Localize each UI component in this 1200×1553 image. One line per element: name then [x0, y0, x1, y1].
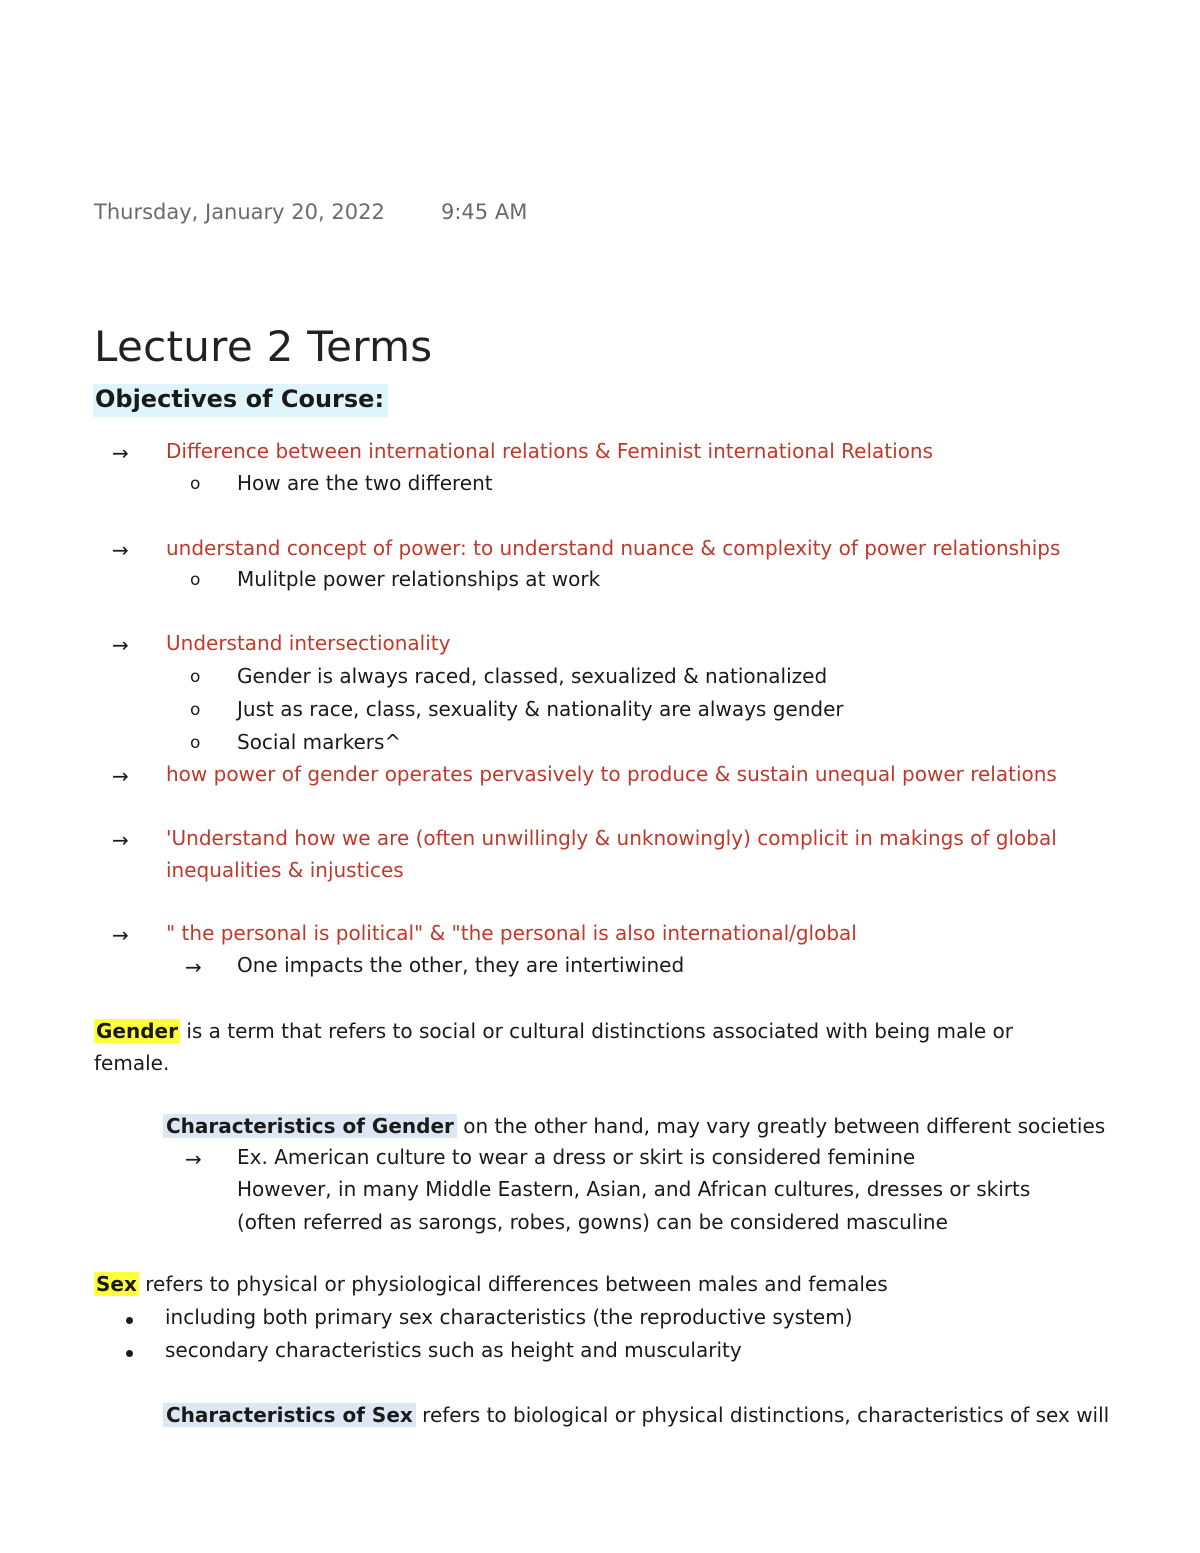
sex-definition [94, 1272, 888, 1296]
objective-subitem: How are the two different [237, 471, 493, 495]
arrow-bullet-icon: → [185, 1147, 202, 1171]
circle-bullet-icon: o [190, 667, 201, 687]
sex-bullet-item: secondary characteristics such as height and muscularity [165, 1338, 742, 1362]
bullet-dot-icon [126, 1350, 133, 1357]
note-date: Thursday, January 20, 2022 [94, 200, 385, 224]
gender-definition [94, 1019, 1013, 1043]
objective-item: Understand intersectionality [166, 631, 451, 655]
sex-definition-text: refers to physical or physiological differences between males and females [138, 1272, 888, 1296]
objective-subitem: Gender is always raced, classed, sexualized & nationalized [237, 664, 828, 688]
term-characteristics-of-gender: Characteristics of Gender [163, 1114, 457, 1138]
circle-bullet-icon: o [190, 700, 201, 720]
term-sex: Sex [96, 1272, 137, 1296]
gender-example-continued: However, in many Middle Eastern, Asian, and African cultures, dresses or skirts [237, 1177, 1031, 1201]
arrow-bullet-icon: → [185, 955, 202, 979]
arrow-bullet-icon: → [112, 441, 129, 465]
objective-item-continued: inequalities & injustices [166, 858, 404, 882]
objective-subitem: One impacts the other, they are intertiwined [237, 953, 685, 977]
circle-bullet-icon: o [190, 733, 201, 753]
gender-characteristics-text: on the other hand, may vary greatly between different societies [456, 1114, 1106, 1138]
objective-subitem: Just as race, class, sexuality & nationality are always gender [237, 697, 844, 721]
gender-example-continued: (often referred as sarongs, robes, gowns) can be considered masculine [237, 1210, 948, 1234]
objective-item: how power of gender operates pervasively to produce & sustain unequal power relations [166, 762, 1057, 786]
term-gender: Gender [96, 1019, 178, 1043]
sex-characteristics-text: refers to biological or physical distinctions, characteristics of sex will [415, 1403, 1110, 1427]
arrow-bullet-icon: → [112, 828, 129, 852]
objective-subitem: Social markers^ [237, 730, 402, 754]
arrow-bullet-icon: → [112, 923, 129, 947]
gender-definition-continued: female. [94, 1051, 170, 1075]
page-title: Lecture 2 Terms [94, 322, 433, 371]
gender-definition-text: is a term that refers to social or cultural distinctions associated with being male or [179, 1019, 1013, 1043]
arrow-bullet-icon: → [112, 633, 129, 657]
circle-bullet-icon: o [190, 570, 201, 590]
sex-characteristics [163, 1403, 1109, 1427]
objectives-heading: Objectives of Course: [93, 384, 388, 417]
arrow-bullet-icon: → [112, 764, 129, 788]
objective-item: " the personal is political" & "the personal is also international/global [166, 921, 857, 945]
term-characteristics-of-sex: Characteristics of Sex [163, 1403, 416, 1427]
objective-item: Difference between international relations & Feminist international Relations [166, 439, 934, 463]
gender-example: Ex. American culture to wear a dress or skirt is considered feminine [237, 1145, 916, 1169]
objective-item: 'Understand how we are (often unwillingly & unknowingly) complicit in makings of global [166, 826, 1057, 850]
note-time: 9:45 AM [441, 200, 528, 224]
objective-item: understand concept of power: to understand nuance & complexity of power relationships [166, 536, 1061, 560]
arrow-bullet-icon: → [112, 538, 129, 562]
circle-bullet-icon: o [190, 474, 201, 494]
gender-characteristics [163, 1114, 1105, 1138]
sex-bullet-item: including both primary sex characteristics (the reproductive system) [165, 1305, 853, 1329]
objective-subitem: Mulitple power relationships at work [237, 567, 601, 591]
bullet-dot-icon [126, 1317, 133, 1324]
